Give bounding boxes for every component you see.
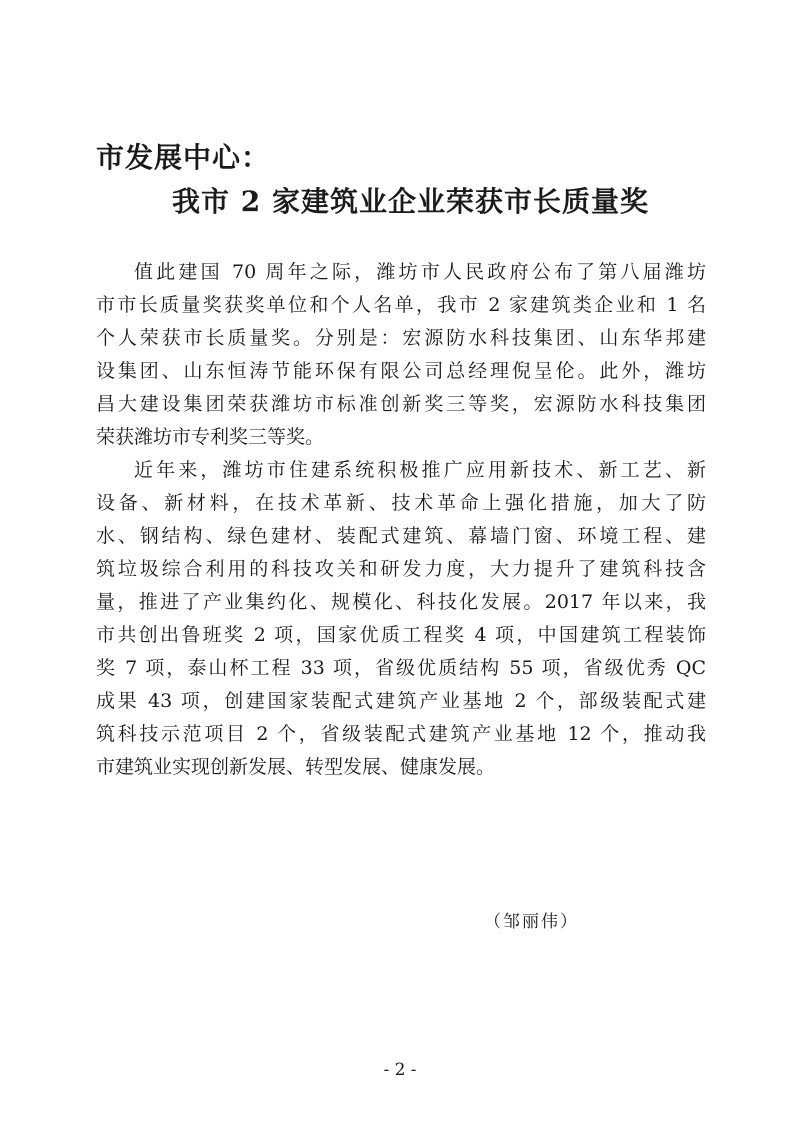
text-line: 奖 7 项，泰山杯工程 33 项，省级优质结构 55 项，省级优秀 QC — [96, 657, 706, 679]
text-line: 量，推进了产业集约化、规模化、科技化发展。2017 年以来，我 — [96, 591, 706, 613]
page-number: - 2 - — [383, 1060, 417, 1080]
text-line: 昌大建设集团荣获潍坊市标准创新奖三等奖，宏源防水科技集团 — [96, 393, 706, 415]
text-line: 水、钢结构、绿色建材、装配式建筑、幕墙门窗、环境工程、建 — [96, 525, 706, 547]
text-line: 市建筑业实现创新发展、转型发展、健康发展。 — [96, 756, 496, 778]
text-line: 筑垃圾综合利用的科技攻关和研发力度，大力提升了建筑科技含 — [96, 558, 706, 580]
paragraph-2 — [96, 454, 706, 784]
heading-line-2: 我市 2 家建筑业企业荣获市长质量奖 — [172, 185, 649, 218]
text-line: 筑科技示范项目 2 个，省级装配式建筑产业基地 12 个，推动我 — [96, 723, 706, 745]
text-line: 设集团、山东恒涛节能环保有限公司总经理倪呈伦。此外，潍坊 — [96, 360, 706, 382]
text-line: 值此建国 70 周年之际，潍坊市人民政府公布了第八届潍坊 — [134, 261, 706, 283]
paragraph-1 — [96, 256, 706, 454]
text-line: 市市长质量奖获奖单位和个人名单，我市 2 家建筑类企业和 1 名 — [96, 294, 706, 316]
heading-line-1: 市发展中心： — [96, 141, 271, 174]
text-line: 个人荣获市长质量奖。分别是：宏源防水科技集团、山东华邦建 — [96, 327, 706, 349]
article-body — [96, 256, 706, 784]
text-line: 市共创出鲁班奖 2 项，国家优质工程奖 4 项，中国建筑工程装饰 — [96, 624, 706, 646]
text-line: 成果 43 项，创建国家装配式建筑产业基地 2 个，部级装配式建 — [96, 690, 706, 712]
text-line: 荣获潍坊市专利奖三等奖。 — [96, 426, 325, 448]
author-credit: （邹丽伟） — [484, 912, 579, 932]
text-line: 设备、新材料，在技术革新、技术革命上强化措施，加大了防 — [96, 492, 706, 514]
text-line: 近年来，潍坊市住建系统积极推广应用新技术、新工艺、新 — [134, 459, 706, 481]
